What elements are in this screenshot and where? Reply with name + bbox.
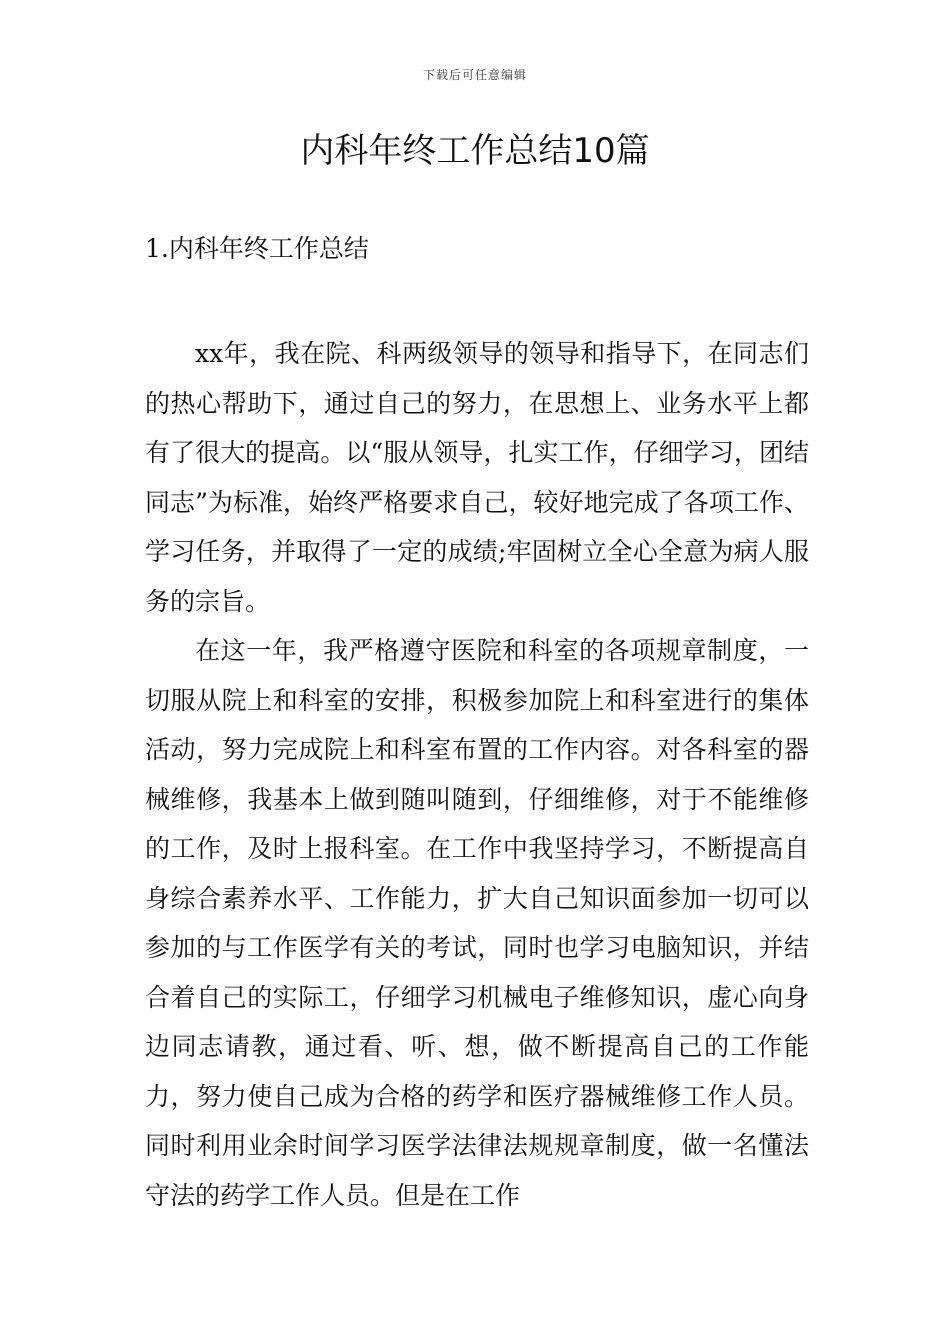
body-text <box>145 329 809 1220</box>
header-note: 下载后可任意编辑 <box>422 68 527 82</box>
document-title: 内科年终工作总结10篇 <box>300 131 650 171</box>
paragraph-1: xx年，我在院、科两级领导的领导和指导下，在同志们的热心帮助下，通过自己的努力，在思想上、业务水平上都有了很大的提高。以“服从领导，扎实工作，仔细学习，团结同志”为标准，始终严格要求自己，较好地完成了各项工作、学习任务，并取得了一定的成绩;牢固树立全心全意为病人服务的宗旨。 <box>145 339 809 616</box>
section-heading: 1.内科年终工作总结 <box>145 234 369 263</box>
paragraph-2: 在这一年，我严格遵守医院和科室的各项规章制度，一切服从院上和科室的安排，积极参加院上和科室进行的集体活动，努力完成院上和科室布置的工作内容。对各科室的器械维修，我基本上做到随叫随到，仔细维修，对于不能维修的工作，及时上报科室。在工作中我坚持学习，不断提高自身综合素养水平、工作能力，扩大自己知识面参加一切可以参加的与工作医学有关的考试，同时也学习电脑知识，并结合着自己的实际工，仔细学习机械电子维修知识，虚心向身边同志请教，通过看、听、想，做不断提高自己的工作能力，努力使自己成为合格的药学和医疗器械维修工作人员。同时利用业余时间学习医学法律法规规章制度，做一名懂法守法的药学工作人员。但是在工作 <box>145 636 809 1210</box>
